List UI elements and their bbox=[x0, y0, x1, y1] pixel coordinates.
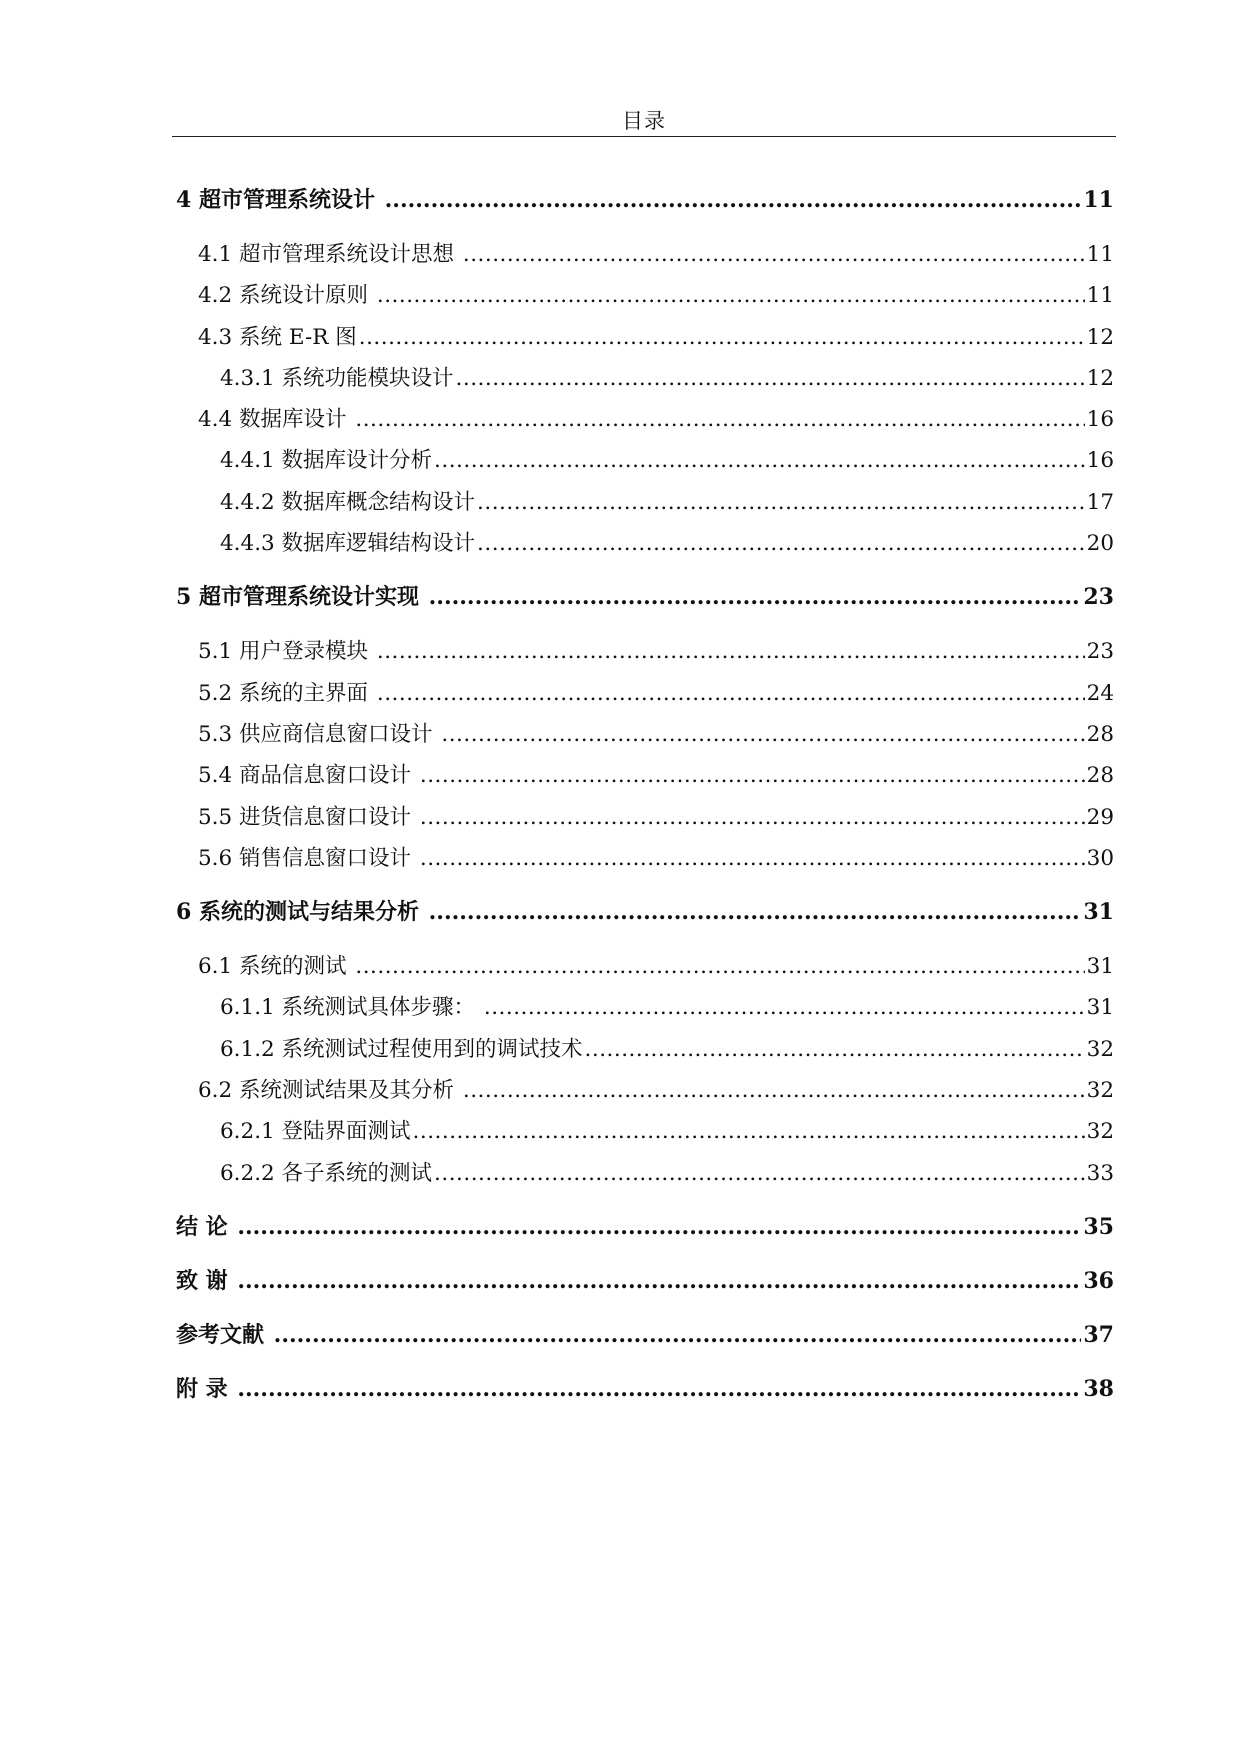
toc-dot-leader bbox=[477, 482, 1085, 523]
toc-entry[interactable] bbox=[176, 1111, 1114, 1152]
toc-entry-title: 5.3 供应商信息窗口设计 bbox=[198, 721, 440, 747]
toc-dot-leader bbox=[463, 1070, 1085, 1111]
toc-entry-title: 6.1 系统的测试 bbox=[198, 954, 354, 980]
toc-entry[interactable] bbox=[176, 1315, 1114, 1356]
toc-entry-page-number: 16 bbox=[1086, 448, 1114, 474]
toc-entry[interactable] bbox=[176, 1070, 1114, 1111]
toc-entry[interactable] bbox=[176, 673, 1114, 714]
toc-dot-leader bbox=[434, 1153, 1085, 1194]
toc-entry-page-number: 33 bbox=[1086, 1160, 1114, 1186]
toc-entry[interactable] bbox=[176, 482, 1114, 523]
toc-dot-leader bbox=[441, 714, 1084, 755]
header-rule bbox=[172, 136, 1116, 137]
toc-entry[interactable] bbox=[176, 399, 1114, 440]
toc-entry-title: 4.3.1 系统功能模块设计 bbox=[220, 365, 454, 391]
toc-entry-page-number: 12 bbox=[1086, 365, 1114, 391]
toc-entry-page-number: 28 bbox=[1086, 763, 1114, 789]
toc-entry[interactable] bbox=[176, 523, 1114, 564]
toc-entry-title: 结 论 bbox=[176, 1213, 236, 1240]
toc-entry-page-number: 28 bbox=[1086, 721, 1114, 747]
toc-entry-title: 4.4.2 数据库概念结构设计 bbox=[220, 489, 476, 515]
toc-entry-page-number: 17 bbox=[1086, 489, 1114, 515]
page-header-title: 目录 bbox=[622, 109, 666, 133]
toc-dot-leader bbox=[359, 317, 1085, 358]
toc-entry-page-number: 16 bbox=[1086, 407, 1114, 433]
toc-dot-leader bbox=[484, 987, 1085, 1028]
toc-dot-leader bbox=[355, 946, 1084, 987]
toc-entry-page-number: 11 bbox=[1083, 187, 1114, 213]
toc-entry-title: 4.4.3 数据库逻辑结构设计 bbox=[220, 531, 476, 557]
toc-entry-title: 5.1 用户登录模块 bbox=[198, 639, 375, 665]
toc-entry-page-number: 24 bbox=[1086, 680, 1114, 706]
toc-entry-page-number: 23 bbox=[1083, 584, 1114, 611]
toc-entry-page-number: 20 bbox=[1086, 531, 1114, 557]
toc-dot-leader bbox=[274, 1315, 1082, 1356]
toc-entry-title: 4.3 系统 E-R 图 bbox=[198, 324, 357, 350]
toc-entry-title: 6.1.1 系统测试具体步骤： bbox=[220, 995, 482, 1021]
toc-dot-leader bbox=[385, 180, 1082, 221]
toc-entry-title: 5.6 销售信息窗口设计 bbox=[198, 845, 418, 871]
toc-entry[interactable] bbox=[176, 180, 1114, 221]
toc-dot-leader bbox=[377, 631, 1085, 672]
toc-entry-page-number: 23 bbox=[1086, 639, 1114, 665]
toc-dot-leader bbox=[477, 523, 1085, 564]
toc-entry[interactable] bbox=[176, 946, 1114, 987]
toc-entry[interactable] bbox=[176, 987, 1114, 1028]
toc-dot-leader bbox=[463, 234, 1085, 275]
toc-entry[interactable] bbox=[176, 1207, 1114, 1248]
toc-entry[interactable] bbox=[176, 755, 1114, 796]
toc-entry-title: 致 谢 bbox=[176, 1267, 236, 1294]
toc-dot-leader bbox=[237, 1369, 1081, 1410]
toc-entry[interactable] bbox=[176, 358, 1114, 399]
toc-entry-title: 附 录 bbox=[176, 1375, 236, 1402]
toc-entry-title: 4.4.1 数据库设计分析 bbox=[220, 448, 433, 474]
toc-entry[interactable] bbox=[176, 1261, 1114, 1302]
toc-entry[interactable] bbox=[176, 797, 1114, 838]
toc-entry-title: 6.2.1 登陆界面测试 bbox=[220, 1119, 411, 1145]
toc-entry-title: 4.4 数据库设计 bbox=[198, 407, 354, 433]
toc-entry-page-number: 31 bbox=[1086, 995, 1114, 1021]
toc-entry[interactable] bbox=[176, 234, 1114, 275]
toc-dot-leader bbox=[429, 892, 1082, 933]
toc-entry[interactable] bbox=[176, 892, 1114, 933]
toc-entry-page-number: 37 bbox=[1083, 1321, 1114, 1348]
toc-entry-page-number: 12 bbox=[1086, 324, 1114, 350]
table-of-contents bbox=[176, 180, 1114, 1410]
toc-entry[interactable] bbox=[176, 1153, 1114, 1194]
toc-dot-leader bbox=[420, 797, 1085, 838]
toc-entry-title: 6 系统的测试与结果分析 bbox=[176, 899, 427, 926]
toc-dot-leader bbox=[355, 399, 1084, 440]
toc-entry-title: 4.1 超市管理系统设计思想 bbox=[198, 242, 461, 267]
toc-entry[interactable] bbox=[176, 631, 1114, 672]
toc-entry-page-number: 36 bbox=[1083, 1267, 1114, 1294]
toc-entry-title: 4.2 系统设计原则 bbox=[198, 283, 375, 309]
toc-entry-title: 4 超市管理系统设计 bbox=[176, 187, 383, 213]
toc-entry-title: 5.5 进货信息窗口设计 bbox=[198, 804, 418, 830]
toc-dot-leader bbox=[429, 577, 1082, 618]
toc-entry-title: 5.4 商品信息窗口设计 bbox=[198, 763, 418, 789]
toc-entry[interactable] bbox=[176, 275, 1114, 316]
toc-entry-title: 6.2 系统测试结果及其分析 bbox=[198, 1078, 461, 1104]
toc-entry-page-number: 11 bbox=[1086, 283, 1114, 309]
toc-entry-page-number: 30 bbox=[1086, 845, 1114, 871]
toc-entry-page-number: 31 bbox=[1083, 899, 1114, 926]
toc-dot-leader bbox=[237, 1261, 1081, 1302]
toc-dot-leader bbox=[434, 440, 1085, 481]
toc-entry-title: 5 超市管理系统设计实现 bbox=[176, 584, 427, 611]
toc-entry-page-number: 35 bbox=[1083, 1213, 1114, 1240]
toc-dot-leader bbox=[377, 275, 1085, 316]
toc-entry-page-number: 38 bbox=[1083, 1375, 1114, 1402]
toc-entry[interactable] bbox=[176, 838, 1114, 879]
toc-entry-page-number: 11 bbox=[1086, 242, 1114, 267]
toc-dot-leader bbox=[420, 838, 1085, 879]
toc-dot-leader bbox=[377, 673, 1085, 714]
toc-dot-leader bbox=[456, 358, 1085, 399]
toc-entry-title: 6.1.2 系统测试过程使用到的调试技术 bbox=[220, 1036, 583, 1062]
toc-entry[interactable] bbox=[176, 577, 1114, 618]
toc-entry[interactable] bbox=[176, 440, 1114, 481]
toc-dot-leader bbox=[413, 1111, 1085, 1152]
toc-dot-leader bbox=[585, 1029, 1085, 1070]
toc-entry[interactable] bbox=[176, 1029, 1114, 1070]
toc-entry[interactable] bbox=[176, 317, 1114, 358]
toc-entry-title: 6.2.2 各子系统的测试 bbox=[220, 1160, 433, 1186]
toc-dot-leader bbox=[420, 755, 1085, 796]
toc-entry-page-number: 31 bbox=[1086, 954, 1114, 980]
toc-entry-page-number: 32 bbox=[1086, 1119, 1114, 1145]
toc-entry[interactable] bbox=[176, 1369, 1114, 1410]
toc-entry-title: 5.2 系统的主界面 bbox=[198, 680, 375, 706]
toc-entry-page-number: 32 bbox=[1086, 1036, 1114, 1062]
toc-entry-page-number: 29 bbox=[1086, 804, 1114, 830]
toc-entry-title: 参考文献 bbox=[176, 1321, 272, 1348]
toc-entry-page-number: 32 bbox=[1086, 1078, 1114, 1104]
toc-entry[interactable] bbox=[176, 714, 1114, 755]
toc-dot-leader bbox=[237, 1207, 1081, 1248]
